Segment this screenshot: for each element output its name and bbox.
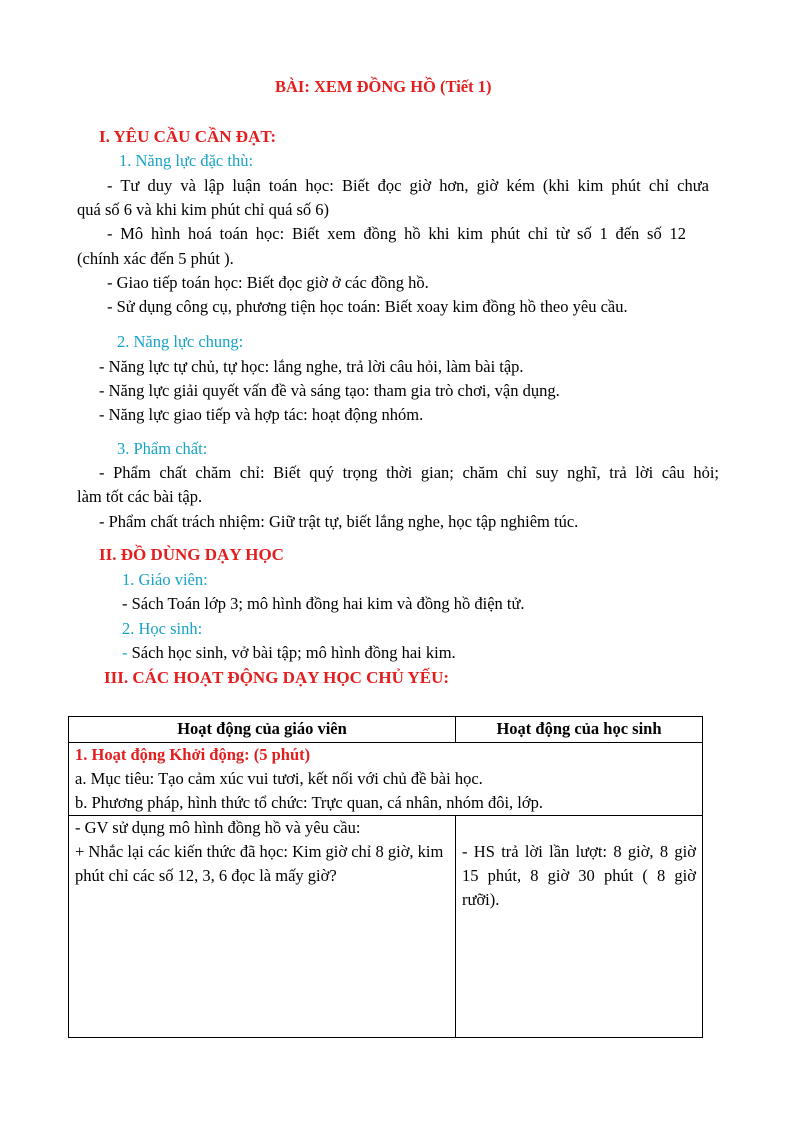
activity-title: 1. Hoạt động Khởi động: (5 phút): [75, 745, 311, 764]
teacher-activity-line: + Nhắc lại các kiến thức đã học: Kim giờ chỉ 8 giờ, kim phút chỉ các số 12, 3, 6 đọc là mấy giờ?: [75, 842, 444, 885]
student-activity-cell: [456, 816, 703, 1038]
text-line: - Sử dụng công cụ, phương tiện học toán: Biết xoay kim đồng hồ theo yêu cầu.: [107, 297, 628, 316]
teacher-activity-line: - GV sử dụng mô hình đồng hồ và yêu cầu:: [75, 818, 361, 837]
text-line: - Giao tiếp toán học: Biết đọc giờ ở các đồng hồ.: [107, 273, 429, 292]
student-materials-text: Sách học sinh, vở bài tập; mô hình đồng hai kim.: [127, 643, 456, 662]
subheading-general-competence: 2. Năng lực chung:: [117, 332, 244, 351]
activity-info-row: [69, 743, 703, 816]
section-heading-materials: II. ĐỒ DÙNG DẠY HỌC: [99, 545, 284, 564]
text-line: - Năng lực giao tiếp và hợp tác: hoạt động nhóm.: [99, 405, 424, 424]
section-heading-requirements: I. YÊU CẦU CẦN ĐẠT:: [99, 127, 277, 146]
text-line: - Mô hình hoá toán học: Biết xem đồng hồ khi kim phút chỉ từ số 1 đến số 12: [107, 224, 686, 243]
subheading-teacher: 1. Giáo viên:: [122, 570, 208, 589]
page-title: BÀI: XEM ĐỒNG HỒ (Tiết 1): [275, 77, 492, 96]
student-dash: -: [122, 643, 128, 662]
subheading-student: 2. Học sinh:: [122, 619, 203, 638]
activity-info-cell: [69, 743, 703, 816]
text-line: quá số 6 và khi kim phút chỉ quá số 6): [77, 200, 330, 219]
activity-content-row: [69, 816, 703, 1038]
text-line: - Phẩm chất chăm chỉ: Biết quý trọng thời gian; chăm chỉ suy nghĩ, trả lời câu hỏi;: [99, 463, 719, 482]
activity-method: b. Phương pháp, hình thức tổ chức: Trực quan, cá nhân, nhóm đôi, lớp.: [75, 793, 543, 812]
lesson-plan-table: [68, 716, 703, 1038]
header-teacher-activity: Hoạt động của giáo viên: [69, 717, 456, 743]
text-line: làm tốt các bài tập.: [77, 487, 203, 506]
section-heading-activities: III. CÁC HOẠT ĐỘNG DẠY HỌC CHỦ YẾU:: [104, 668, 450, 687]
text-line: (chính xác đến 5 phút ).: [77, 249, 234, 268]
text-line: - Tư duy và lập luận toán học: Biết đọc giờ hơn, giờ kém (khi kim phút chỉ chưa: [107, 176, 709, 195]
text-line: - Sách Toán lớp 3; mô hình đồng hai kim và đồng hồ điện tử.: [122, 594, 525, 613]
subheading-specific-competence: 1. Năng lực đặc thù:: [119, 151, 254, 170]
activity-goal: a. Mục tiêu: Tạo cảm xúc vui tươi, kết nối với chủ đề bài học.: [75, 769, 483, 788]
student-activity-text: - HS trả lời lần lượt: 8 giờ, 8 giờ 15 phút, 8 giờ 30 phút ( 8 giờ rưỡi).: [462, 842, 696, 909]
header-student-activity: Hoạt động của học sinh: [456, 717, 703, 743]
subheading-qualities: 3. Phẩm chất:: [117, 439, 208, 458]
teacher-activity-cell: [69, 816, 456, 1038]
text-line: - Phẩm chất trách nhiệm: Giữ trật tự, biết lắng nghe, học tập nghiêm túc.: [99, 512, 579, 531]
text-line: - Năng lực giải quyết vấn đề và sáng tạo: tham gia trò chơi, vận dụng.: [99, 381, 560, 400]
student-materials-line: [122, 643, 456, 663]
text-line: - Năng lực tự chủ, tự học: lắng nghe, trả lời câu hỏi, làm bài tập.: [99, 357, 524, 376]
table-header-row: [69, 717, 703, 743]
